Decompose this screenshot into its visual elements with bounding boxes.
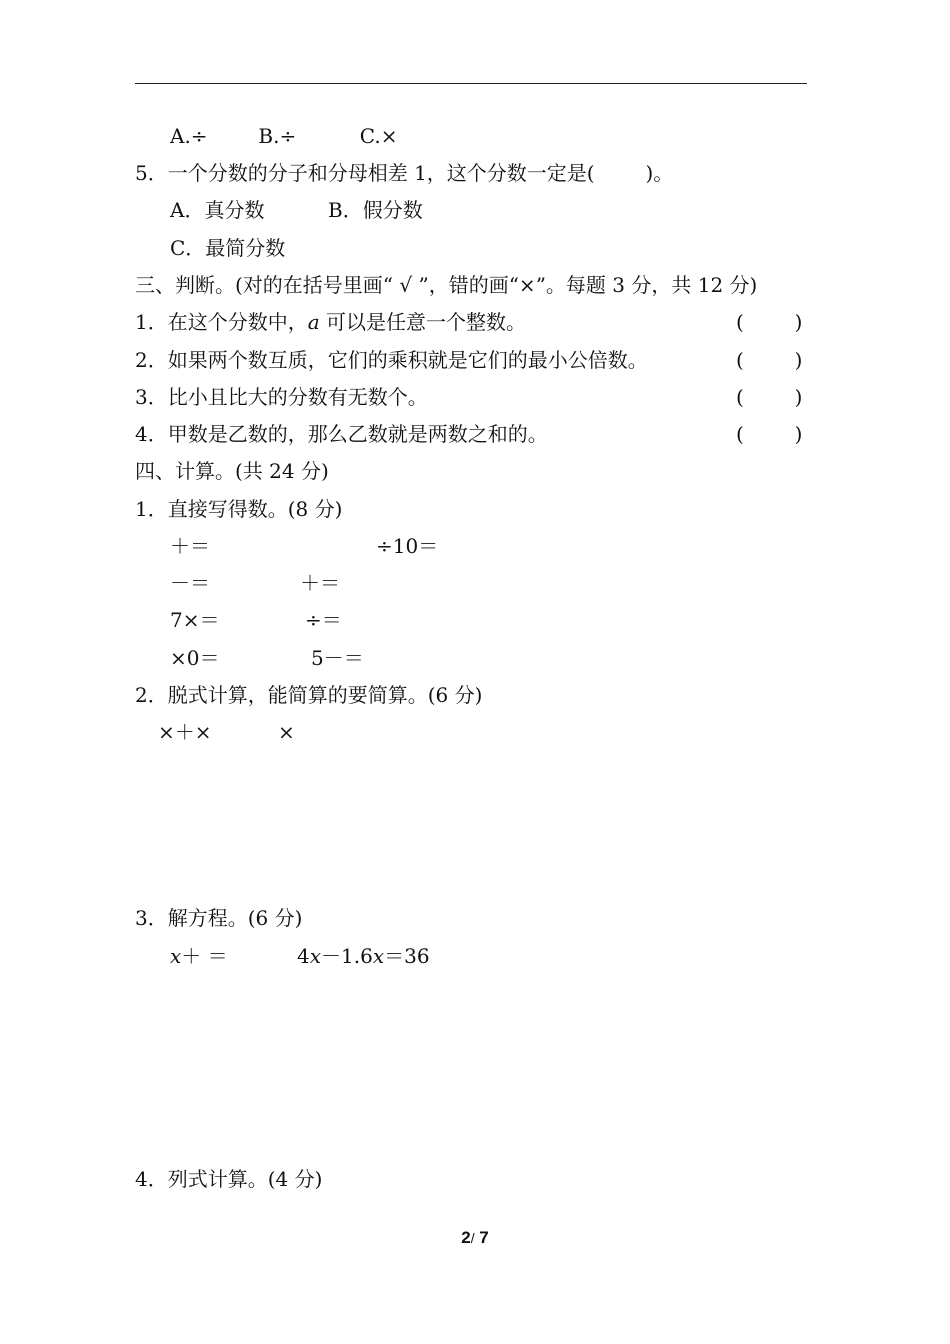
calc1-row3-a: 7×＝ bbox=[170, 608, 220, 632]
judge-item-3: 3．比小且比大的分数有无数个。 bbox=[135, 385, 428, 409]
q5-question: 5．一个分数的分子和分母相差 1，这个分数一定是( )。 bbox=[135, 161, 674, 185]
judge-item-1-pre: 1．在这个分数中， bbox=[135, 310, 308, 334]
calc1-row4-b: 5－＝ bbox=[311, 646, 364, 670]
calc3-title: 3．解方程。(6 分) bbox=[135, 906, 303, 930]
calc3-eq-b-2: －1.6 bbox=[321, 944, 373, 968]
judge-paren-4: ( ) bbox=[736, 422, 803, 446]
page-current: 2 bbox=[461, 1228, 471, 1247]
calc2-expr-b: × bbox=[278, 720, 295, 744]
page-number bbox=[0, 1228, 950, 1248]
calc3-eq-b bbox=[297, 943, 430, 969]
judge-item-4: 4．甲数是乙数的，那么乙数就是两数之和的。 bbox=[135, 422, 548, 446]
calc3-eq-b-var1: x bbox=[309, 944, 322, 968]
judge-item-1 bbox=[135, 309, 526, 335]
judge-item-1-var: a bbox=[307, 310, 320, 334]
judge-item-1-post: 可以是任意一个整数。 bbox=[319, 310, 527, 334]
q4-options: A.÷ B.÷ C.× bbox=[170, 124, 398, 148]
q5-options-ab: A．真分数 B．假分数 bbox=[170, 198, 423, 222]
page-separator: / bbox=[470, 1230, 475, 1246]
judge-paren-2: ( ) bbox=[736, 348, 803, 372]
calc3-eq-a-var: x bbox=[170, 944, 182, 968]
calc3-eq-b-3: ＝36 bbox=[384, 944, 430, 968]
header-rule bbox=[135, 83, 807, 84]
section4-title: 四、计算。(共 24 分) bbox=[135, 459, 329, 483]
calc1-row1-a: ＋＝ bbox=[170, 534, 210, 558]
calc1-row4-a: ×0＝ bbox=[170, 646, 220, 670]
calc3-eq-b-var2: x bbox=[372, 944, 385, 968]
calc1-row3-b: ÷＝ bbox=[305, 608, 342, 632]
calc3-eq-a-rest: ＋ ＝ bbox=[181, 944, 228, 968]
calc1-title: 1．直接写得数。(8 分) bbox=[135, 497, 343, 521]
calc3-eq-b-1: 4 bbox=[297, 944, 310, 968]
page-total: 7 bbox=[474, 1228, 489, 1247]
calc1-row2-b: ＋＝ bbox=[300, 571, 340, 595]
judge-item-2: 2．如果两个数互质，它们的乘积就是它们的最小公倍数。 bbox=[135, 348, 648, 372]
calc2-expr-a: ×＋× bbox=[158, 720, 212, 744]
calc2-title: 2．脱式计算，能简算的要简算。(6 分) bbox=[135, 683, 483, 707]
section3-title: 三、判断。(对的在括号里画“ √ ”，错的画“×”。每题 3 分，共 12 分) bbox=[135, 273, 758, 297]
calc1-row1-b: ÷10＝ bbox=[376, 534, 439, 558]
judge-paren-3: ( ) bbox=[736, 385, 803, 409]
calc4-title: 4．列式计算。(4 分) bbox=[135, 1167, 323, 1191]
calc3-eq-a bbox=[170, 943, 228, 969]
calc1-row2-a: －＝ bbox=[170, 571, 210, 595]
judge-paren-1: ( ) bbox=[736, 310, 803, 334]
q5-option-c: C．最简分数 bbox=[170, 236, 286, 260]
